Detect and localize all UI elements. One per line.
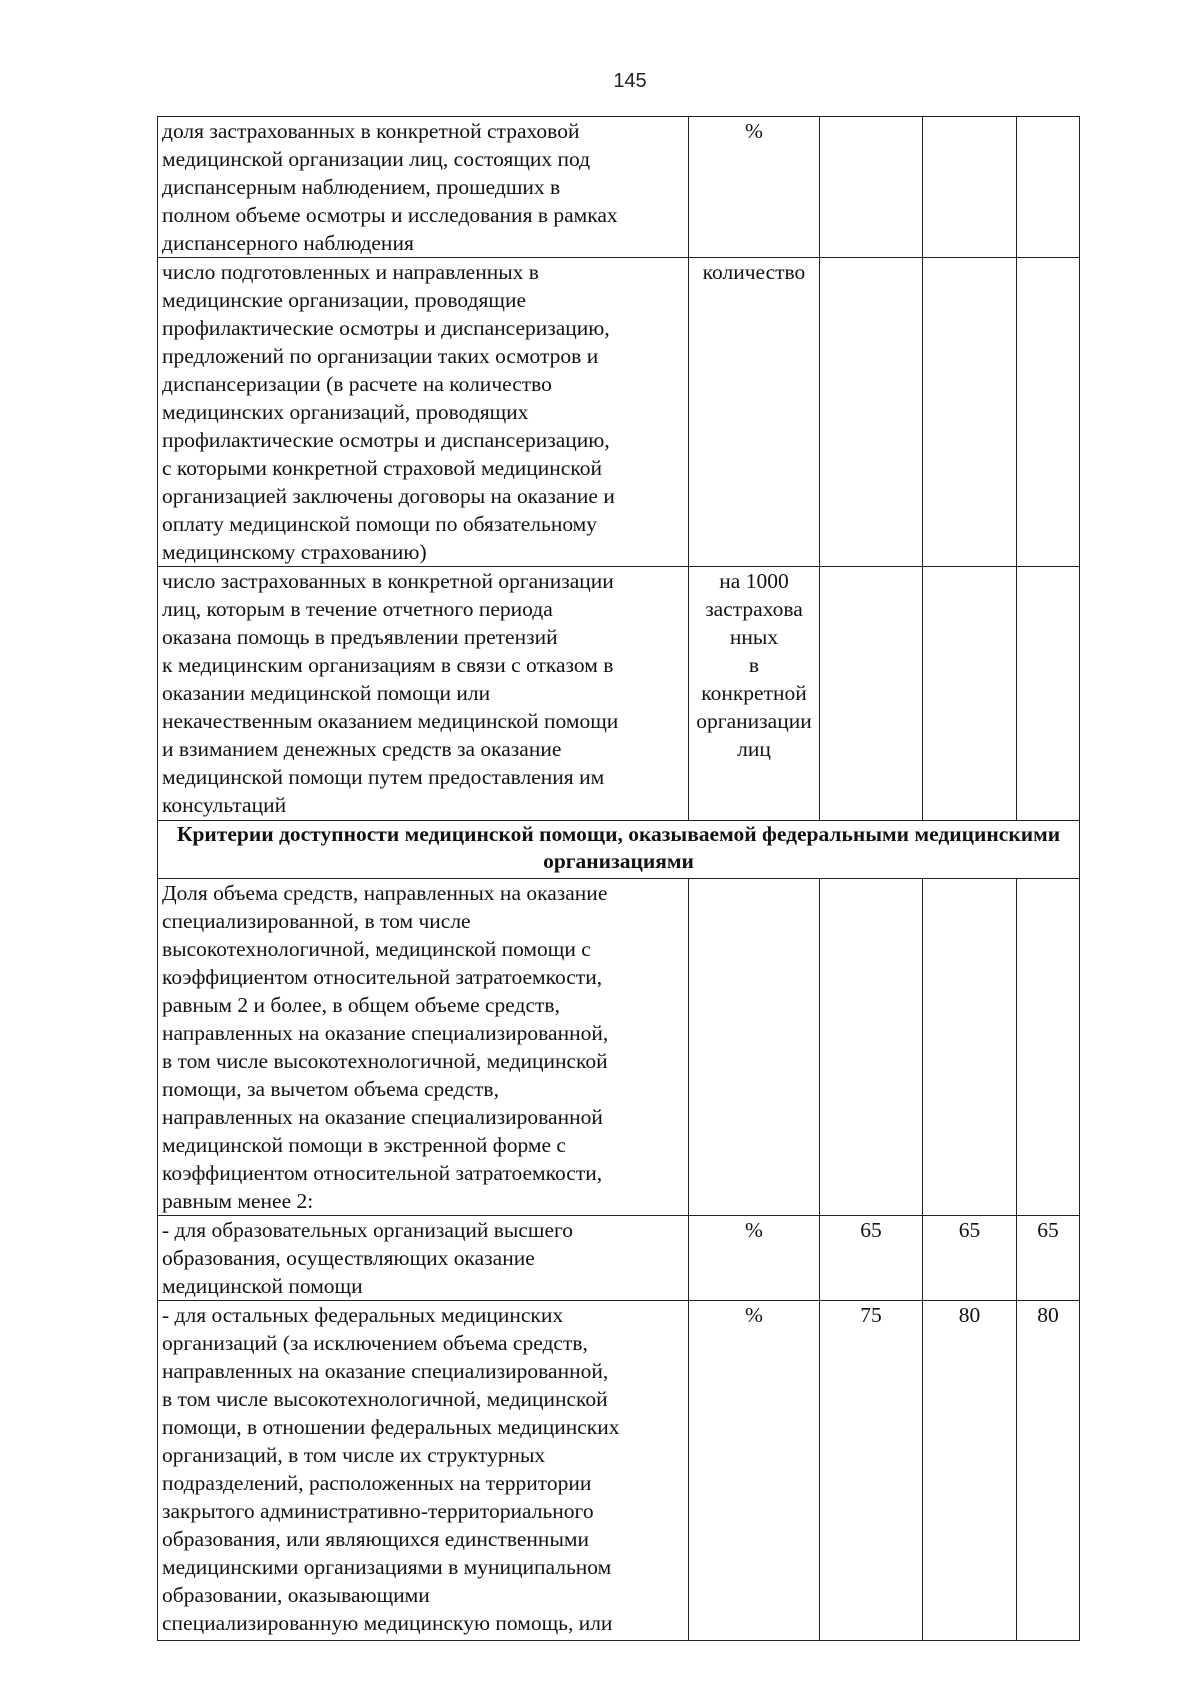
unit-cell: количество (689, 258, 820, 567)
unit-cell: % (689, 1216, 820, 1301)
value-cell-3 (1017, 879, 1080, 1216)
value-cell-3 (1017, 567, 1080, 821)
indicator-cell: Доля объема средств, направленных на оказание специализированной, в том числе высокотехнологичной, медицинской помощи с коэффициентом относительной затратоемкости, равным 2 и более, в общем объеме средств, направленных на оказание специализированной, в том числе высокотехнологичной, медицинской помощи, за вычетом объема средств, направленных на оказание специализированной медицинской помощи в экстренной форме с коэффициентом относительной затратоемкости, равным менее 2: (158, 879, 689, 1216)
value-cell-1: 65 (820, 1216, 923, 1301)
unit-cell (689, 879, 820, 1216)
unit-cell: % (689, 117, 820, 258)
table-row (158, 258, 1080, 567)
indicator-cell: число застрахованных в конкретной организации лиц, которым в течение отчетного периода оказана помощь в предъявлении претензий к медицинским организациям в связи с отказом в оказании медицинской помощи или некачественным оказанием медицинской помощи и взиманием денежных средств за оказание медицинской помощи путем предоставления им консультаций (158, 567, 689, 821)
value-cell-2: 80 (923, 1301, 1017, 1641)
indicator-cell: доля застрахованных в конкретной страховой медицинской организации лиц, состоящих под диспансерным наблюдением, прошедших в полном объеме осмотры и исследования в рамках диспансерного наблюдения (158, 117, 689, 258)
value-cell-1 (820, 258, 923, 567)
indicator-cell: - для остальных федеральных медицинских организаций (за исключением объема средств, направленных на оказание специализированной, в том числе высокотехнологичной, медицинской помощи, в отношении федеральных медицинских организаций, в том числе их структурных подразделений, расположенных на территории закрытого административно-территориального образования, или являющихся единственными медицинскими организациями в муниципальном образовании, оказывающими специализированную медицинскую помощь, или (158, 1301, 689, 1641)
table-row (158, 879, 1080, 1216)
value-cell-2: 65 (923, 1216, 1017, 1301)
table-row (158, 1216, 1080, 1301)
value-cell-1 (820, 879, 923, 1216)
value-cell-1: 75 (820, 1301, 923, 1641)
value-cell-1 (820, 117, 923, 258)
table-row (158, 117, 1080, 258)
value-cell-3: 65 (1017, 1216, 1080, 1301)
value-cell-3 (1017, 117, 1080, 258)
criteria-table (157, 116, 1080, 1641)
value-cell-3 (1017, 258, 1080, 567)
unit-cell: % (689, 1301, 820, 1641)
indicator-cell: число подготовленных и направленных в медицинские организации, проводящие профилактические осмотры и диспансеризацию, предложений по организации таких осмотров и диспансеризации (в расчете на количество медицинских организаций, проводящих профилактические осмотры и диспансеризацию, с которыми конкретной страховой медицинской организацией заключены договоры на оказание и оплату медицинской помощи по обязательному медицинскому страхованию) (158, 258, 689, 567)
value-cell-2 (923, 879, 1017, 1216)
table-row (158, 1301, 1080, 1641)
section-title: Критерии доступности медицинской помощи, оказываемой федеральными медицинскими организациями (158, 821, 1080, 879)
value-cell-3: 80 (1017, 1301, 1080, 1641)
value-cell-1 (820, 567, 923, 821)
page-number: 145 (613, 70, 647, 92)
value-cell-2 (923, 567, 1017, 821)
value-cell-2 (923, 258, 1017, 567)
section-header-row (158, 821, 1080, 879)
indicator-cell: - для образовательных организаций высшего образования, осуществляющих оказание медицинской помощи (158, 1216, 689, 1301)
table-row (158, 567, 1080, 821)
value-cell-2 (923, 117, 1017, 258)
unit-cell: на 1000 застрахова нных в конкретной организации лиц (689, 567, 820, 821)
